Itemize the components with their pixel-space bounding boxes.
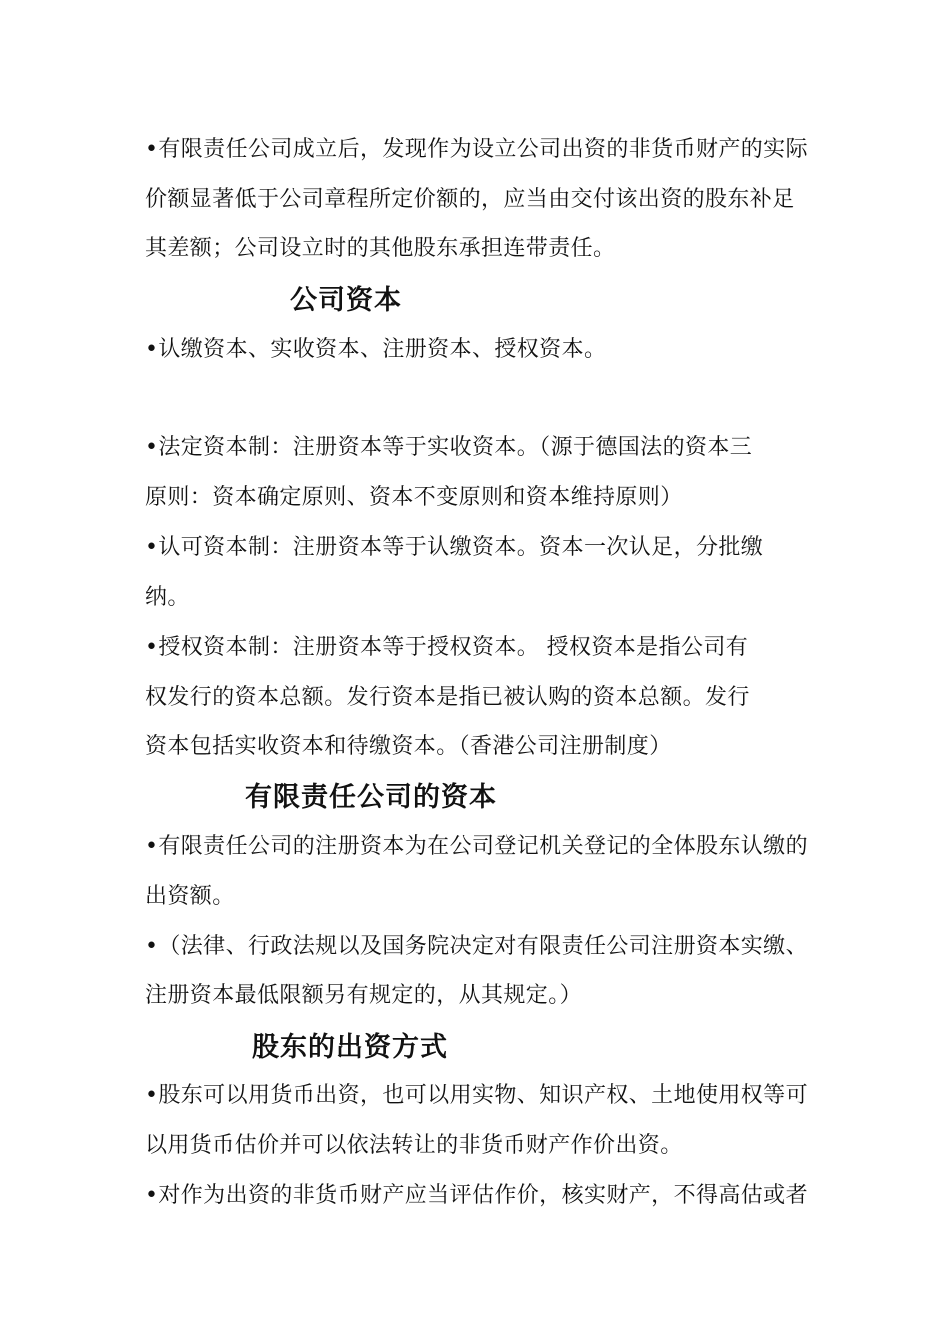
paragraph-line: 出资额。 [145, 884, 235, 909]
paragraph-line: •授权资本制：注册资本等于授权资本。 授权资本是指公司有 [145, 635, 749, 660]
paragraph-line: •认缴资本、实收资本、注册资本、授权资本。 [145, 337, 607, 362]
paragraph-line: •有限责任公司的注册资本为在公司登记机关登记的全体股东认缴的 [145, 834, 808, 859]
paragraph-line: •股东可以用货币出资，也可以用实物、知识产权、土地使用权等可 [145, 1083, 808, 1108]
paragraph-line: 注册资本最低限额另有规定的，从其规定。） [145, 983, 583, 1008]
paragraph-line: 权发行的资本总额。发行资本是指已被认购的资本总额。发行 [145, 685, 750, 710]
paragraph-line: •有限责任公司成立后，发现作为设立公司出资的非货币财产的实际 [145, 137, 808, 162]
paragraph-line: 价额显著低于公司章程所定价额的，应当由交付该出资的股东补足 [145, 187, 795, 212]
section-heading-llc-capital: 有限责任公司的资本 [245, 782, 497, 813]
paragraph-line: •（法律、行政法规以及国务院决定对有限责任公司注册资本实缴、 [145, 934, 808, 959]
paragraph-line: •对作为出资的非货币财产应当评估作价，核实财产，不得高估或者 [145, 1183, 808, 1208]
paragraph-line: 资本包括实收资本和待缴资本。（香港公司注册制度） [145, 734, 672, 759]
paragraph-line: •法定资本制：注册资本等于实收资本。（源于德国法的资本三 [145, 435, 753, 460]
paragraph-line: 原则：资本确定原则、资本不变原则和资本维持原则） [145, 485, 683, 510]
paragraph-line: 以用货币估价并可以依法转让的非货币财产作价出资。 [145, 1133, 683, 1158]
paragraph-line: •认可资本制：注册资本等于认缴资本。资本一次认足，分批缴 [145, 535, 764, 560]
paragraph-line: 其差额；公司设立时的其他股东承担连带责任。 [145, 236, 616, 261]
section-heading-contribution-methods: 股东的出资方式 [252, 1032, 448, 1063]
paragraph-line: 纳。 [145, 585, 190, 610]
section-heading-company-capital: 公司资本 [290, 285, 402, 316]
